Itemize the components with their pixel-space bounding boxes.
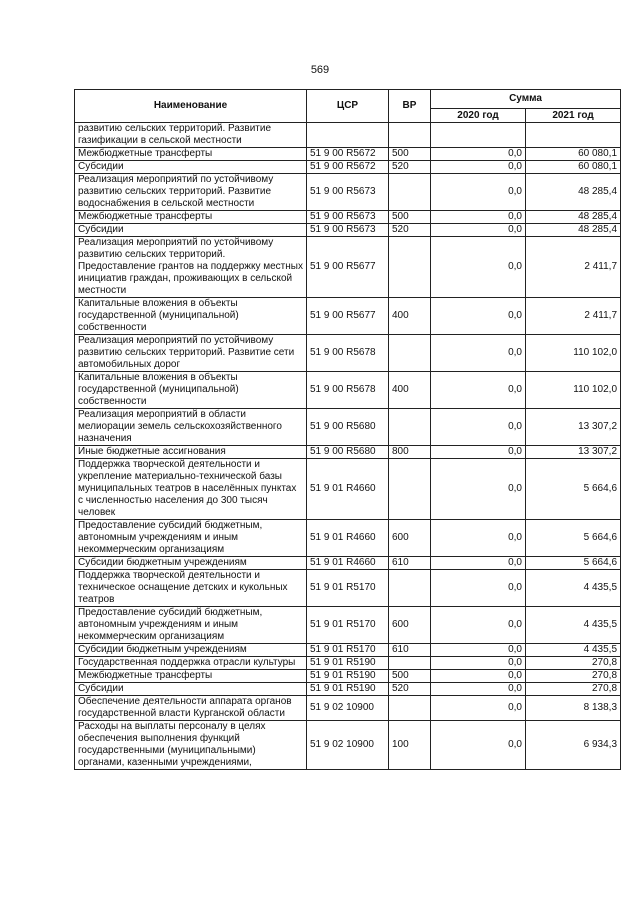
row-2020: 0,0 — [431, 520, 526, 557]
row-2021: 5 664,6 — [526, 520, 621, 557]
row-vr — [389, 174, 431, 211]
row-name: Реализация мероприятий в области мелиорации земель сельскохозяйственного назначения — [75, 409, 307, 446]
row-name: Поддержка творческой деятельности и укрепление материально-технической базы муниципальных театров в населённых пунктах с численностью населения до 300 тысяч человек — [75, 459, 307, 520]
row-vr: 500 — [389, 211, 431, 224]
table-row — [75, 211, 621, 224]
row-2020: 0,0 — [431, 683, 526, 696]
row-name: Субсидии бюджетным учреждениям — [75, 557, 307, 570]
row-vr: 500 — [389, 148, 431, 161]
header-name: Наименование — [75, 90, 307, 123]
row-vr: 400 — [389, 372, 431, 409]
row-vr: 800 — [389, 446, 431, 459]
row-name: Предоставление субсидий бюджетным, автономным учреждениям и иным некоммерческим организациям — [75, 607, 307, 644]
row-name: Субсидии — [75, 161, 307, 174]
row-2020: 0,0 — [431, 607, 526, 644]
table-body — [75, 123, 621, 770]
row-csr: 51 9 01 R5190 — [307, 657, 389, 670]
row-name: Межбюджетные трансферты — [75, 211, 307, 224]
row-2021: 13 307,2 — [526, 409, 621, 446]
table-row — [75, 520, 621, 557]
row-2021: 4 435,5 — [526, 607, 621, 644]
row-2020: 0,0 — [431, 446, 526, 459]
row-vr: 610 — [389, 644, 431, 657]
row-name: Реализация мероприятий по устойчивому развитию сельских территорий. Развитие водоснабжения в сельской местности — [75, 174, 307, 211]
row-name: Государственная поддержка отрасли культуры — [75, 657, 307, 670]
table-row — [75, 298, 621, 335]
row-2020: 0,0 — [431, 161, 526, 174]
row-2021: 48 285,4 — [526, 174, 621, 211]
row-vr — [389, 123, 431, 148]
row-csr: 51 9 01 R5170 — [307, 607, 389, 644]
row-vr — [389, 335, 431, 372]
row-2020: 0,0 — [431, 211, 526, 224]
row-vr: 500 — [389, 670, 431, 683]
table-row — [75, 335, 621, 372]
row-name: Реализация мероприятий по устойчивому развитию сельских территорий. Развитие сети автомобильных дорог — [75, 335, 307, 372]
row-2021: 2 411,7 — [526, 298, 621, 335]
row-csr: 51 9 00 R5680 — [307, 446, 389, 459]
row-vr: 610 — [389, 557, 431, 570]
row-2021: 6 934,3 — [526, 721, 621, 770]
row-2020: 0,0 — [431, 644, 526, 657]
row-2020: 0,0 — [431, 721, 526, 770]
table-row — [75, 174, 621, 211]
row-2020: 0,0 — [431, 557, 526, 570]
row-2020: 0,0 — [431, 224, 526, 237]
row-2021: 48 285,4 — [526, 211, 621, 224]
row-csr: 51 9 00 R5673 — [307, 211, 389, 224]
row-2020: 0,0 — [431, 570, 526, 607]
row-name: Капитальные вложения в объекты государственной (муниципальной) собственности — [75, 298, 307, 335]
row-2021: 60 080,1 — [526, 161, 621, 174]
row-vr — [389, 696, 431, 721]
table-row — [75, 372, 621, 409]
table-row — [75, 446, 621, 459]
row-csr: 51 9 02 10900 — [307, 696, 389, 721]
page-number: 569 — [310, 64, 330, 76]
row-csr: 51 9 00 R5672 — [307, 148, 389, 161]
row-vr: 520 — [389, 161, 431, 174]
row-csr: 51 9 01 R4660 — [307, 459, 389, 520]
row-csr: 51 9 00 R5678 — [307, 372, 389, 409]
table-row — [75, 696, 621, 721]
row-vr — [389, 570, 431, 607]
header-2021: 2021 год — [526, 109, 621, 123]
row-2020: 0,0 — [431, 237, 526, 298]
header-sum: Сумма — [431, 90, 621, 109]
row-2020: 0,0 — [431, 670, 526, 683]
row-csr: 51 9 01 R5190 — [307, 670, 389, 683]
table-row — [75, 459, 621, 520]
row-name: Поддержка творческой деятельности и техническое оснащение детских и кукольных театров — [75, 570, 307, 607]
row-2021: 5 664,6 — [526, 557, 621, 570]
row-2020 — [431, 123, 526, 148]
row-2021 — [526, 123, 621, 148]
row-2021: 48 285,4 — [526, 224, 621, 237]
row-2020: 0,0 — [431, 409, 526, 446]
table-row — [75, 148, 621, 161]
row-csr: 51 9 01 R5170 — [307, 570, 389, 607]
table-row — [75, 409, 621, 446]
row-vr: 520 — [389, 224, 431, 237]
table-row — [75, 657, 621, 670]
row-2021: 13 307,2 — [526, 446, 621, 459]
row-2021: 270,8 — [526, 683, 621, 696]
row-name: Обеспечение деятельности аппарата органов государственной власти Курганской области — [75, 696, 307, 721]
table-row — [75, 557, 621, 570]
header-vr: ВР — [389, 90, 431, 123]
row-name: Капитальные вложения в объекты государственной (муниципальной) собственности — [75, 372, 307, 409]
row-2020: 0,0 — [431, 148, 526, 161]
row-2021: 110 102,0 — [526, 335, 621, 372]
row-name: Реализация мероприятий по устойчивому развитию сельских территорий. Предоставление грантов на поддержку местных инициатив граждан, проживающих в сельской местности — [75, 237, 307, 298]
row-vr — [389, 657, 431, 670]
row-name: Расходы на выплаты персоналу в целях обеспечения выполнения функций государственными (муниципальными) органами, казенными учреждениями, — [75, 721, 307, 770]
row-name: Межбюджетные трансферты — [75, 148, 307, 161]
row-csr: 51 9 00 R5678 — [307, 335, 389, 372]
row-csr: 51 9 02 10900 — [307, 721, 389, 770]
row-name: развитию сельских территорий. Развитие газификации в сельской местности — [75, 123, 307, 148]
row-2021: 270,8 — [526, 670, 621, 683]
row-name: Предоставление субсидий бюджетным, автономным учреждениям и иным некоммерческим организациям — [75, 520, 307, 557]
row-2020: 0,0 — [431, 298, 526, 335]
row-csr — [307, 123, 389, 148]
row-2021: 4 435,5 — [526, 644, 621, 657]
row-vr: 520 — [389, 683, 431, 696]
row-2020: 0,0 — [431, 372, 526, 409]
row-2020: 0,0 — [431, 459, 526, 520]
row-name: Субсидии — [75, 224, 307, 237]
row-vr: 600 — [389, 607, 431, 644]
table-row — [75, 570, 621, 607]
row-csr: 51 9 01 R4660 — [307, 520, 389, 557]
row-vr: 400 — [389, 298, 431, 335]
row-csr: 51 9 00 R5677 — [307, 298, 389, 335]
table-row — [75, 721, 621, 770]
row-csr: 51 9 00 R5673 — [307, 174, 389, 211]
row-vr — [389, 409, 431, 446]
table-row — [75, 644, 621, 657]
row-csr: 51 9 01 R4660 — [307, 557, 389, 570]
row-csr: 51 9 00 R5677 — [307, 237, 389, 298]
row-name: Субсидии — [75, 683, 307, 696]
row-2020: 0,0 — [431, 696, 526, 721]
header-2020: 2020 год — [431, 109, 526, 123]
row-csr: 51 9 01 R5190 — [307, 683, 389, 696]
row-vr — [389, 459, 431, 520]
table-row — [75, 224, 621, 237]
budget-table — [74, 89, 621, 770]
row-2021: 8 138,3 — [526, 696, 621, 721]
row-2020: 0,0 — [431, 335, 526, 372]
table-row — [75, 161, 621, 174]
row-csr: 51 9 00 R5673 — [307, 224, 389, 237]
row-vr: 600 — [389, 520, 431, 557]
row-name: Субсидии бюджетным учреждениям — [75, 644, 307, 657]
table-row — [75, 123, 621, 148]
row-2021: 60 080,1 — [526, 148, 621, 161]
table-row — [75, 237, 621, 298]
header-csr: ЦСР — [307, 90, 389, 123]
row-vr: 100 — [389, 721, 431, 770]
row-2021: 270,8 — [526, 657, 621, 670]
row-vr — [389, 237, 431, 298]
row-csr: 51 9 00 R5680 — [307, 409, 389, 446]
row-2021: 4 435,5 — [526, 570, 621, 607]
row-csr: 51 9 00 R5672 — [307, 161, 389, 174]
row-2021: 5 664,6 — [526, 459, 621, 520]
table-row — [75, 607, 621, 644]
row-2020: 0,0 — [431, 657, 526, 670]
row-2021: 110 102,0 — [526, 372, 621, 409]
row-csr: 51 9 01 R5170 — [307, 644, 389, 657]
row-2021: 2 411,7 — [526, 237, 621, 298]
row-name: Иные бюджетные ассигнования — [75, 446, 307, 459]
row-2020: 0,0 — [431, 174, 526, 211]
table-row — [75, 683, 621, 696]
table-row — [75, 670, 621, 683]
row-name: Межбюджетные трансферты — [75, 670, 307, 683]
